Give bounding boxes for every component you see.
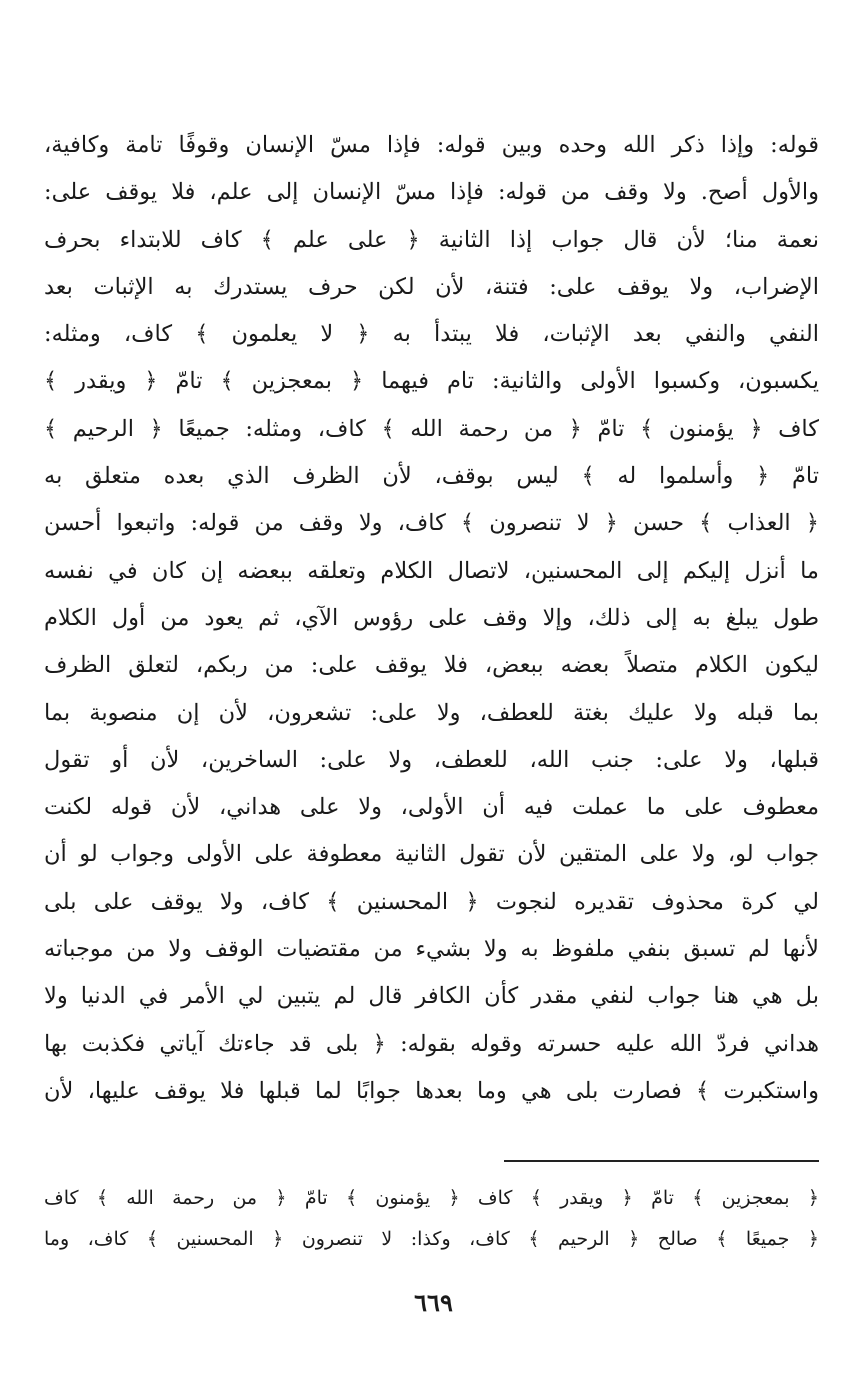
footnote-line: ﴿ جميعًا ﴾ صالح ﴿ الرحيم ﴾ كاف، وكذا: لا تنصرون ﴿ المحسنين ﴾ كاف، وما xyxy=(44,1228,819,1250)
text-line: لي كرة محذوف تقديره لنجوت ﴿ المحسنين ﴾ كاف، ولا يوقف على بلى xyxy=(44,888,819,915)
text-line: ﴿ العذاب ﴾ حسن ﴿ لا تنصرون ﴾ كاف، ولا وقف من قوله: واتبعوا أحسن xyxy=(44,510,819,537)
footnote-divider xyxy=(504,1160,819,1162)
text-line: والأول أصح. ولا وقف من قوله: فإذا مسّ الإنسان إلى علم، فلا يوقف على: xyxy=(44,179,819,206)
text-line: معطوف على ما عملت فيه أن الأولى، ولا على هداني، لأن قوله لكنت xyxy=(44,794,819,821)
text-line: الإضراب، ولا يوقف على: فتنة، لأن لكن حرف يستدرك به الإثبات بعد xyxy=(44,273,819,300)
text-line: لأنها لم تسبق بنفي ملفوظ به ولا بشيء من مقتضيات الوقف ولا من موجباته xyxy=(44,936,819,963)
text-line: بل هي هنا جواب لنفي مقدر كأن الكافر قال لم يتبين لي الأمر في الدنيا ولا xyxy=(44,983,819,1010)
text-line: النفي والنفي بعد الإثبات، فلا يبتدأ به ﴿ لا يعلمون ﴾ كاف، ومثله: xyxy=(44,321,819,348)
text-line: طول يبلغ به إلى ذلك، وإلا وقف على رؤوس الآي، ثم يعود من أول الكلام xyxy=(44,604,819,631)
text-line: هداني فردّ الله عليه حسرته وقوله بقوله: ﴿ بلى قد جاءتك آياتي فكذبت بها xyxy=(44,1030,819,1057)
text-line: يكسبون، وكسبوا الأولى والثانية: تام فيهما ﴿ بمعجزين ﴾ تامّ ﴿ ويقدر ﴾ xyxy=(44,368,819,395)
text-line: كاف ﴿ يؤمنون ﴾ تامّ ﴿ من رحمة الله ﴾ كاف، ومثله: جميعًا ﴿ الرحيم ﴾ xyxy=(44,415,819,442)
text-line: ليكون الكلام متصلاً بعضه ببعض، فلا يوقف على: من ربكم، لتعلق الظرف xyxy=(44,652,819,679)
footnote-line: ﴿ بمعجزين ﴾ تامّ ﴿ ويقدر ﴾ كاف ﴿ يؤمنون ﴾ تامّ ﴿ من رحمة الله ﴾ كاف xyxy=(44,1187,819,1209)
text-line: بما قبله ولا عليك بغتة للعطف، ولا على: تشعرون، لأن إن منصوبة بما xyxy=(44,699,819,726)
text-line: قبلها، ولا على: جنب الله، للعطف، ولا على: الساخرين، لأن أو تقول xyxy=(44,746,819,773)
text-line: واستكبرت ﴾ فصارت بلى هي وما بعدها جوابًا لما قبلها فلا يوقف عليها، لأن xyxy=(44,1077,819,1104)
text-line: جواب لو، ولا على المتقين لأن تقول الثانية معطوفة على الأولى وجواب لو أن xyxy=(44,841,819,868)
text-line: قوله: وإذا ذكر الله وحده وبين قوله: فإذا مسّ الإنسان وقوفًا تامة وكافية، xyxy=(44,132,819,158)
page-number: ٦٦٩ xyxy=(414,1288,453,1317)
text-line: ما أنزل إليكم إلى المحسنين، لاتصال الكلام وتعلقه ببعضه إن كان في نفسه xyxy=(44,557,819,584)
main-text xyxy=(44,122,819,1115)
text-line: تامّ ﴿ وأسلموا له ﴾ ليس بوقف، لأن الظرف الذي بعده متعلق به xyxy=(44,463,819,490)
footnotes xyxy=(44,1178,819,1260)
text-line: نعمة منا؛ لأن قال جواب إذا الثانية ﴿ على علم ﴾ كاف للابتداء بحرف xyxy=(44,226,819,253)
